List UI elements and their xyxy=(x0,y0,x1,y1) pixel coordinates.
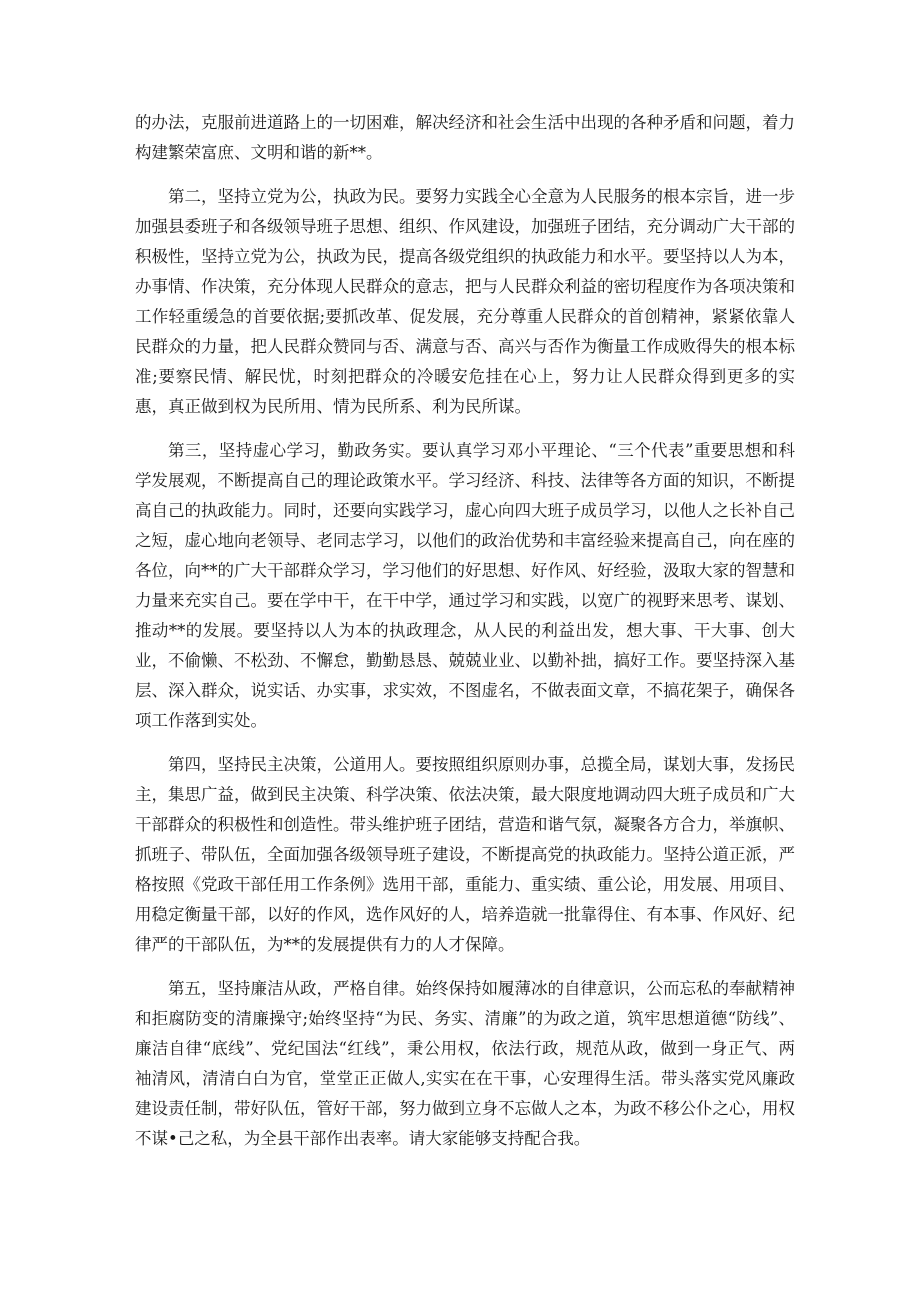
paragraph-continuation: 的办法，克服前进道路上的一切困难，解决经济和社会生活中出现的各种矛盾和问题，着力构建繁荣富庶、文明和谐的新**。 xyxy=(135,113,795,162)
paragraph-third-point: 第三，坚持虚心学习，勤政务实。要认真学习邓小平理论、“三个代表”重要思想和科学发展观，不断提高自己的理论政策水平。学习经济、科技、法律等各方面的知识，不断提高自己的执政能力。同时，还要向实践学习，虚心向四大班子成员学习，以他人之长补自己之短，虚心地向老领导、老同志学习，以他们的政治优势和丰富经验来提高自己，向在座的各位，向**的广大干部群众学习，学习他们的好思想、好作风、好经验，汲取大家的智慧和力量来充实自己。要在学中干，在干中学，通过学习和实践，以宽广的视野来思考、谋划、推动**的发展。要坚持以人为本的执政理念，从人民的利益出发，想大事、干大事、创大业，不偷懒、不松劲、不懈怠，勤勤恳恳、兢兢业业、以勤补拙，搞好工作。要坚持深入基层、深入群众，说实话、办实事，求实效，不图虚名，不做表面文章，不搞花架子，确保各项工作落到实处。 xyxy=(135,441,795,730)
paragraph-fifth-point: 第五，坚持廉洁从政，严格自律。始终保持如履薄冰的自律意识，公而忘私的奉献精神和拒腐防变的清廉操守;始终坚持“为民、务实、清廉”的为政之道，筑牢思想道德“防线”、廉洁自律“底线”、党纪国法“红线”，秉公用权，依法行政，规范从政，做到一身正气、两袖清风，清清白白为官，堂堂正正做人,实实在在干事，心安理得生活。带头落实党风廉政建设责任制，带好队伍，管好干部，努力做到立身不忘做人之本，为政不移公仆之心，用权不谋•己之私，为全县干部作出表率。请大家能够支持配合我。 xyxy=(135,979,795,1148)
document-body xyxy=(135,108,795,1168)
paragraph-fourth-point: 第四，坚持民主决策，公道用人。要按照组织原则办事，总揽全局，谋划大事，发扬民主，集思广益，做到民主决策、科学决策、依法决策，最大限度地调动四大班子成员和广大干部群众的积极性和创造性。带头维护班子团结，营造和谐气氛，凝聚各方合力，举旗帜、抓班子、带队伍，全面加强各级领导班子建设，不断提高党的执政能力。坚持公道正派，严格按照《党政干部任用工作条例》选用干部，重能力、重实绩、重公论，用发展、用项目、用稳定衡量干部，以好的作风，选作风好的人，培养造就一批靠得住、有本事、作风好、纪律严的干部队伍，为**的发展提供有力的人才保障。 xyxy=(135,755,795,954)
paragraph-second-point: 第二，坚持立党为公，执政为民。要努力实践全心全意为人民服务的根本宗旨，进一步加强县委班子和各级领导班子思想、组织、作风建设，加强班子团结，充分调动广大干部的积极性，坚持立党为公，执政为民，提高各级党组织的执政能力和水平。要坚持以人为本，办事情、作决策，充分体现人民群众的意志，把与人民群众利益的密切程度作为各项决策和工作轻重缓急的首要依据;要抓改革、促发展，充分尊重人民群众的首创精神，紧紧依靠人民群众的力量，把人民群众赞同与否、满意与否、高兴与否作为衡量工作成败得失的根本标准;要察民情、解民忧，时刻把群众的冷暖安危挂在心上，努力让人民群众得到更多的实惠，真正做到权为民所用、情为民所系、利为民所谋。 xyxy=(135,187,795,416)
